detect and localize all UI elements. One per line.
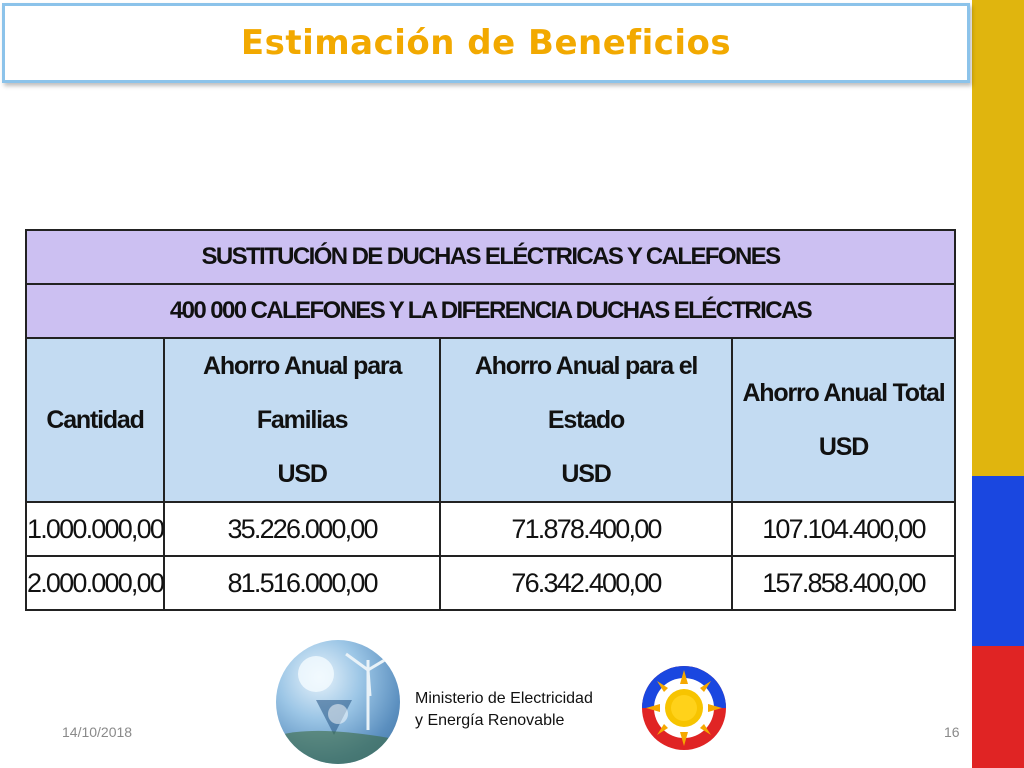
table-row xyxy=(26,502,955,556)
flag-stripe-blue xyxy=(972,476,1024,646)
title-box xyxy=(2,3,970,83)
cell-estado: 71.878.400,00 xyxy=(440,502,732,556)
footer-date: 14/10/2018 xyxy=(62,724,133,740)
header-total-line1: Ahorro Anual Total xyxy=(742,379,945,407)
header-estado-line2: USD xyxy=(561,460,611,488)
cell-estado: 76.342.400,00 xyxy=(440,556,732,610)
header-estado-line1: Ahorro Anual para el Estado xyxy=(474,352,698,434)
header-familias-line2: USD xyxy=(277,460,327,488)
ministry-name xyxy=(415,688,593,732)
ministry-logo-icon xyxy=(276,640,400,764)
header-cantidad xyxy=(26,338,164,502)
slide-title: Estimación de Beneficios xyxy=(240,23,732,63)
header-cantidad-label: Cantidad xyxy=(46,406,144,434)
page-number: 16 xyxy=(944,724,960,740)
ministry-logo-art xyxy=(276,640,400,764)
cell-familias: 81.516.000,00 xyxy=(164,556,440,610)
header-total-line2: USD xyxy=(818,433,869,461)
cell-total: 157.858.400,00 xyxy=(732,556,955,610)
ministry-name-line2: y Energía Renovable xyxy=(415,712,565,729)
header-familias xyxy=(164,338,440,502)
flag-stripe-yellow xyxy=(972,0,1024,476)
sun-emblem-icon xyxy=(640,664,728,752)
table-row xyxy=(26,556,955,610)
header-total xyxy=(732,338,955,502)
benefits-table xyxy=(25,229,956,611)
header-familias-line1: Ahorro Anual para Familias xyxy=(203,352,402,434)
sun-emblem-art xyxy=(640,664,728,752)
cell-total: 107.104.400,00 xyxy=(732,502,955,556)
table-banner-1: SUSTITUCIÓN DE DUCHAS ELÉCTRICAS Y CALEFONES xyxy=(26,230,955,284)
cell-familias: 35.226.000,00 xyxy=(164,502,440,556)
cell-cantidad: 1.000.000,00 xyxy=(26,502,164,556)
header-estado xyxy=(440,338,732,502)
flag-stripes xyxy=(972,0,1024,768)
ministry-name-line1: Ministerio de Electricidad xyxy=(415,690,593,707)
cell-cantidad: 2.000.000,00 xyxy=(26,556,164,610)
table-banner-2: 400 000 CALEFONES Y LA DIFERENCIA DUCHAS ELÉCTRICAS xyxy=(26,284,955,338)
flag-stripe-red xyxy=(972,646,1024,768)
